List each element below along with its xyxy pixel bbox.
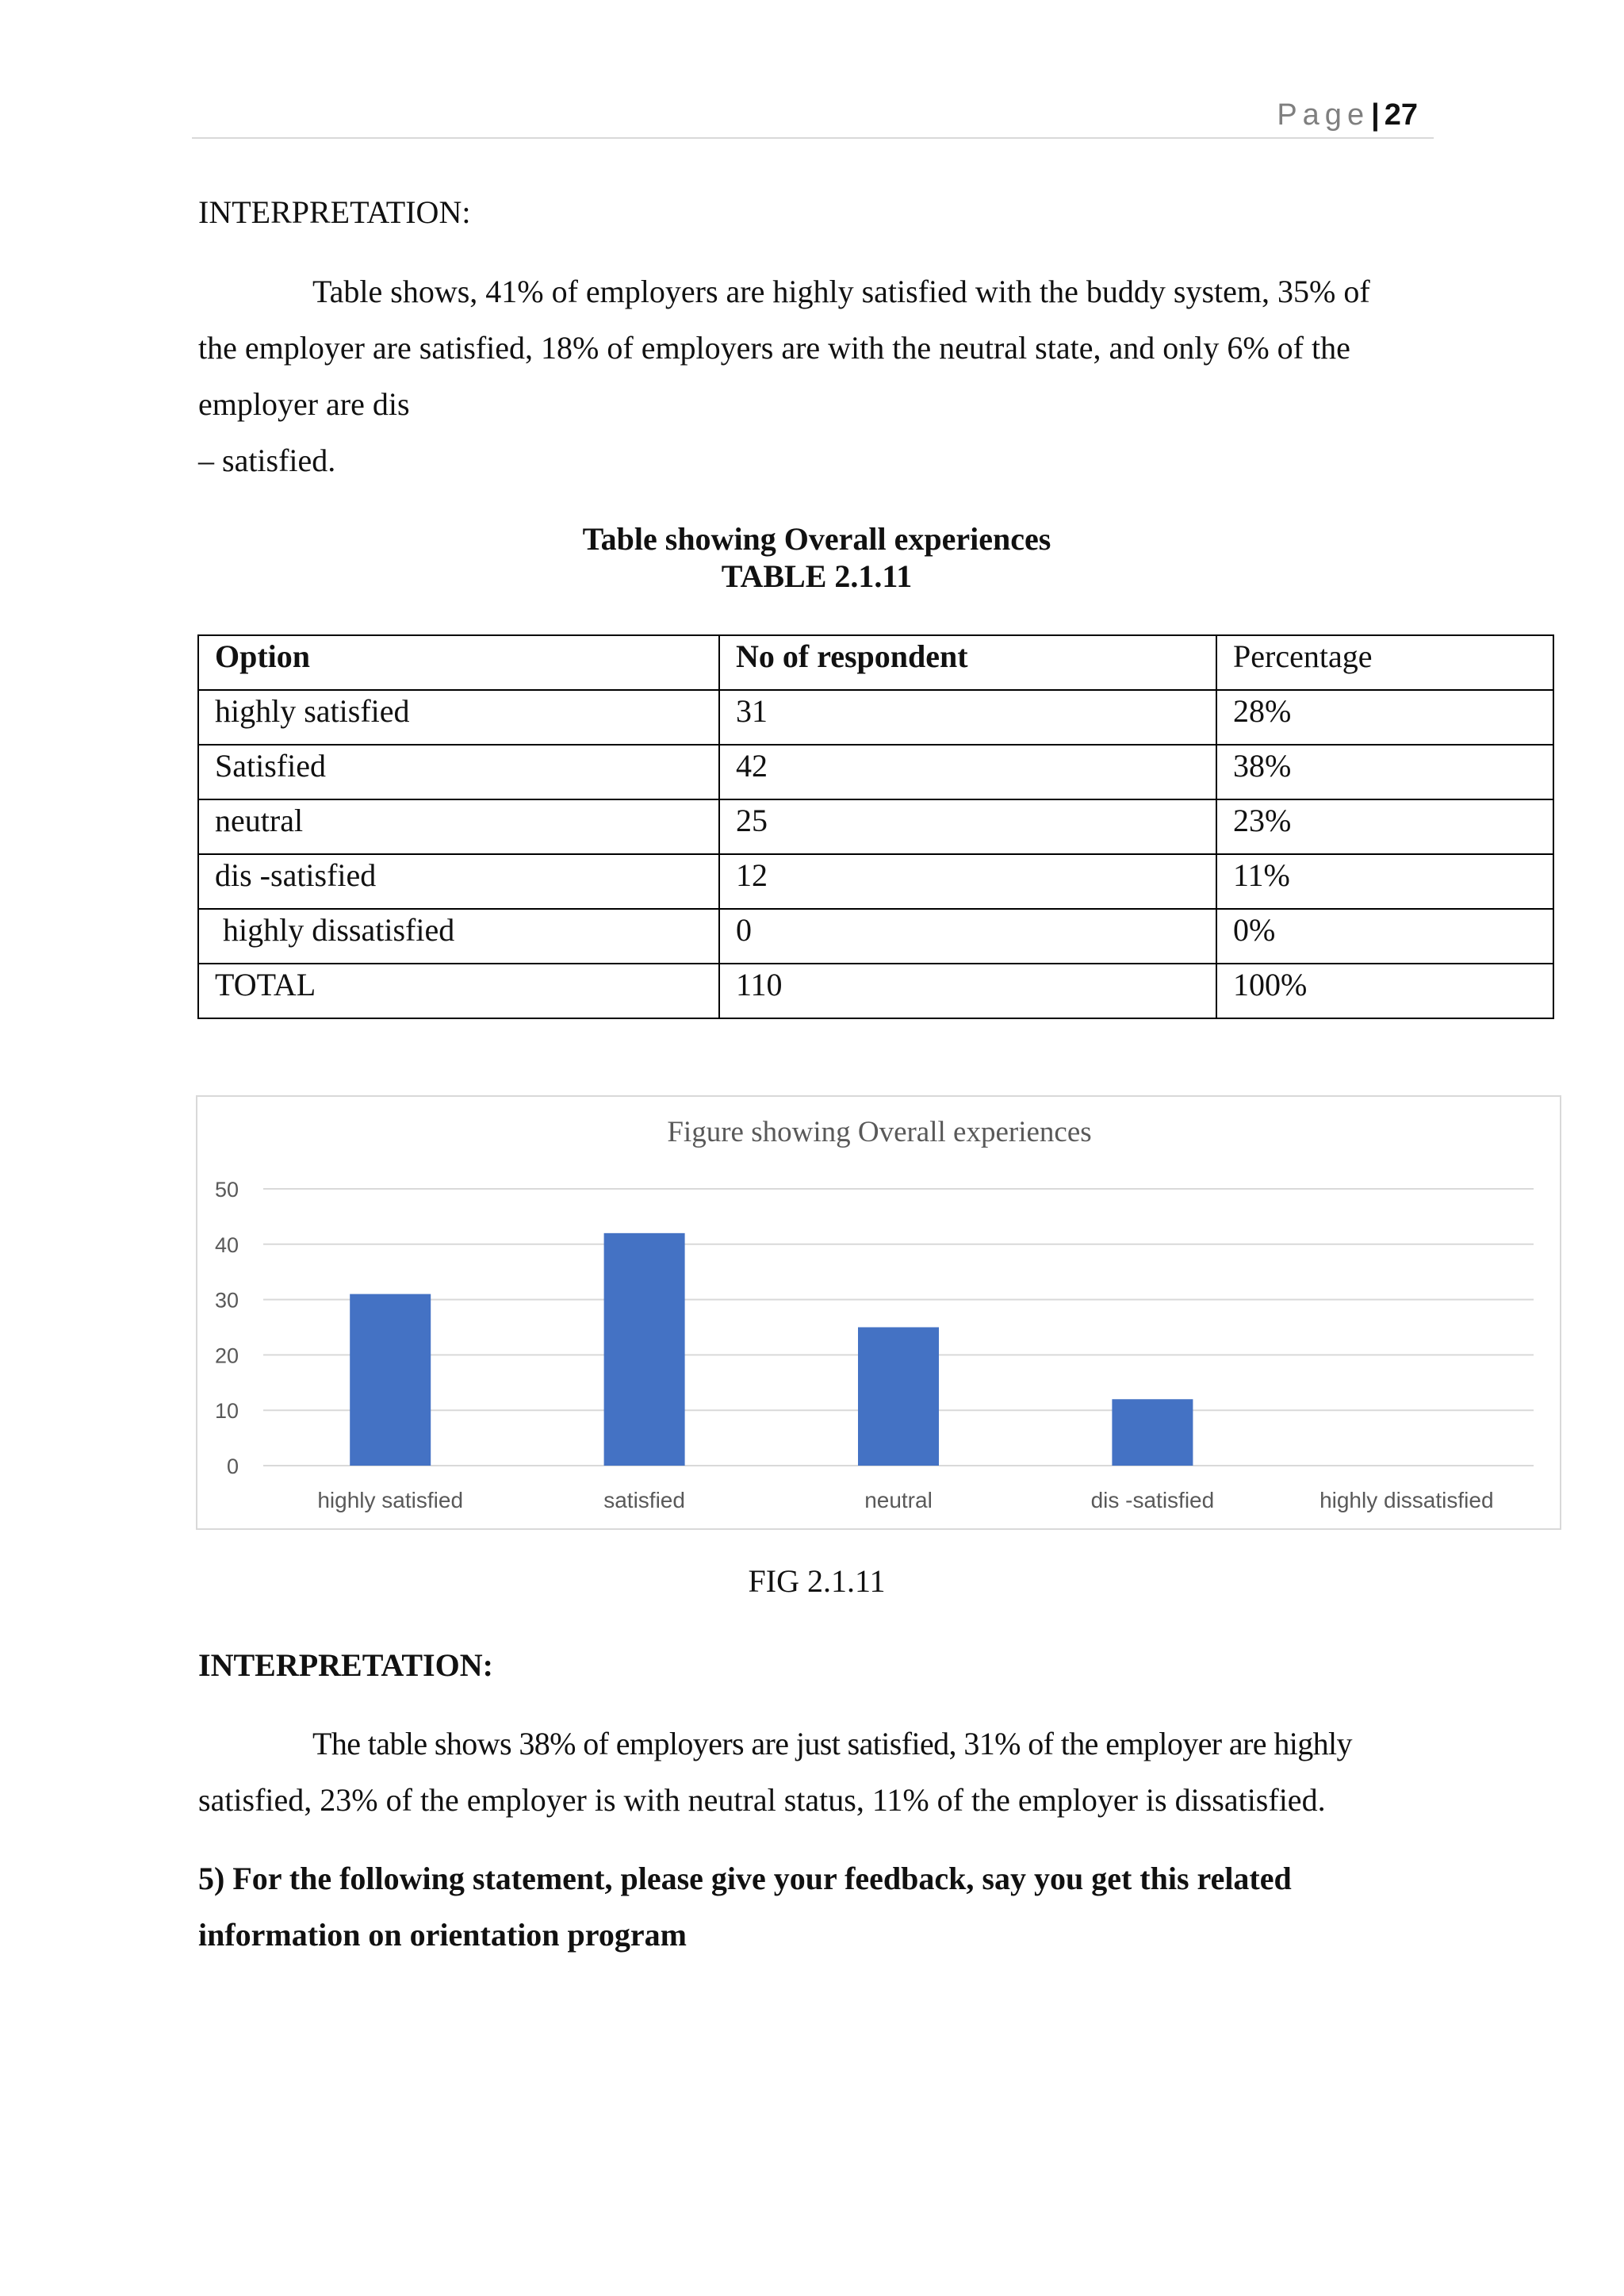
page-digits: 27 xyxy=(1384,98,1418,132)
option-cell: dis -satisfied xyxy=(198,854,719,909)
x-tick-label: highly satisfied xyxy=(317,1488,464,1512)
table-row xyxy=(198,909,1553,964)
interpretation-2-line-1: The table shows 38% of employers are just satisfied, 31% of the employer are highly xyxy=(312,1726,1352,1761)
page-word: Page xyxy=(1277,98,1370,132)
chart-x-axis xyxy=(317,1488,1493,1512)
header-respondents: No of respondent xyxy=(719,635,1216,690)
bar-neutral xyxy=(858,1328,939,1466)
interpretation-1-line-1: Table shows, 41% of employers are highly satisfied with the buddy system, 35% of xyxy=(312,274,1370,309)
question-line-1: 5) For the following statement, please give your feedback, say you get this related xyxy=(198,1861,1292,1896)
page-header xyxy=(192,94,1434,139)
respondent-cell: 31 xyxy=(719,690,1216,745)
table-row xyxy=(198,854,1553,909)
chart-title: Figure showing Overall experiences xyxy=(667,1116,1092,1148)
overall-experiences-chart xyxy=(196,1095,1561,1530)
y-tick-label: 20 xyxy=(214,1343,239,1368)
chart-y-axis xyxy=(215,1178,239,1478)
respondent-cell: 25 xyxy=(719,799,1216,854)
interpretation-1-line-3: employer are dis xyxy=(198,386,410,422)
option-cell: TOTAL xyxy=(198,964,719,1018)
overall-experiences-table xyxy=(197,634,1554,1019)
header-percentage: Percentage xyxy=(1216,635,1553,690)
respondent-cell: 12 xyxy=(719,854,1216,909)
x-tick-label: neutral xyxy=(864,1488,933,1512)
option-cell: Satisfied xyxy=(198,745,719,799)
percentage-cell: 100% xyxy=(1216,964,1553,1018)
table-row xyxy=(198,690,1553,745)
respondent-cell: 0 xyxy=(719,909,1216,964)
x-tick-label: highly dissatisfied xyxy=(1320,1488,1494,1512)
figure-label: FIG 2.1.11 xyxy=(748,1563,886,1599)
bar-dis-satisfied xyxy=(1112,1399,1193,1466)
percentage-cell: 23% xyxy=(1216,799,1553,854)
interpretation-heading-1: INTERPRETATION: xyxy=(198,194,471,230)
y-tick-label: 10 xyxy=(214,1399,239,1424)
chart-canvas xyxy=(197,1097,1560,1528)
y-tick-label: 50 xyxy=(214,1178,239,1202)
y-tick-label: 0 xyxy=(226,1455,239,1478)
y-tick-label: 40 xyxy=(214,1232,239,1257)
table-title: Table showing Overall experiences xyxy=(582,521,1051,557)
bar-highly-satisfied xyxy=(350,1294,431,1466)
header-option: Option xyxy=(198,635,719,690)
x-tick-label: satisfied xyxy=(603,1488,685,1512)
respondent-cell: 110 xyxy=(719,964,1216,1018)
option-cell: neutral xyxy=(198,799,719,854)
interpretation-heading-2: INTERPRETATION: xyxy=(198,1647,493,1683)
table-number: TABLE 2.1.11 xyxy=(721,558,913,594)
interpretation-1-line-4: – satisfied. xyxy=(198,443,336,478)
table-total-row xyxy=(198,964,1553,1018)
bar-satisfied xyxy=(604,1233,685,1466)
question-line-2: information on orientation program xyxy=(198,1917,687,1953)
percentage-cell: 0% xyxy=(1216,909,1553,964)
page-number xyxy=(1277,98,1418,132)
percentage-cell: 11% xyxy=(1216,854,1553,909)
table-row xyxy=(198,745,1553,799)
option-cell: highly satisfied xyxy=(198,690,719,745)
respondent-cell: 42 xyxy=(719,745,1216,799)
y-tick-label: 30 xyxy=(214,1288,239,1313)
table-header-row xyxy=(198,635,1553,690)
x-tick-label: dis -satisfied xyxy=(1090,1488,1215,1512)
percentage-cell: 38% xyxy=(1216,745,1553,799)
interpretation-2-line-2: satisfied, 23% of the employer is with neutral status, 11% of the employer is dissatisfied. xyxy=(198,1782,1326,1818)
percentage-cell: 28% xyxy=(1216,690,1553,745)
page-separator: | xyxy=(1371,98,1380,132)
table-row xyxy=(198,799,1553,854)
chart-bars xyxy=(350,1233,1193,1466)
option-cell: highly dissatisfied xyxy=(198,909,719,964)
interpretation-1-line-2: the employer are satisfied, 18% of employers are with the neutral state, and only 6% of the xyxy=(198,330,1350,366)
